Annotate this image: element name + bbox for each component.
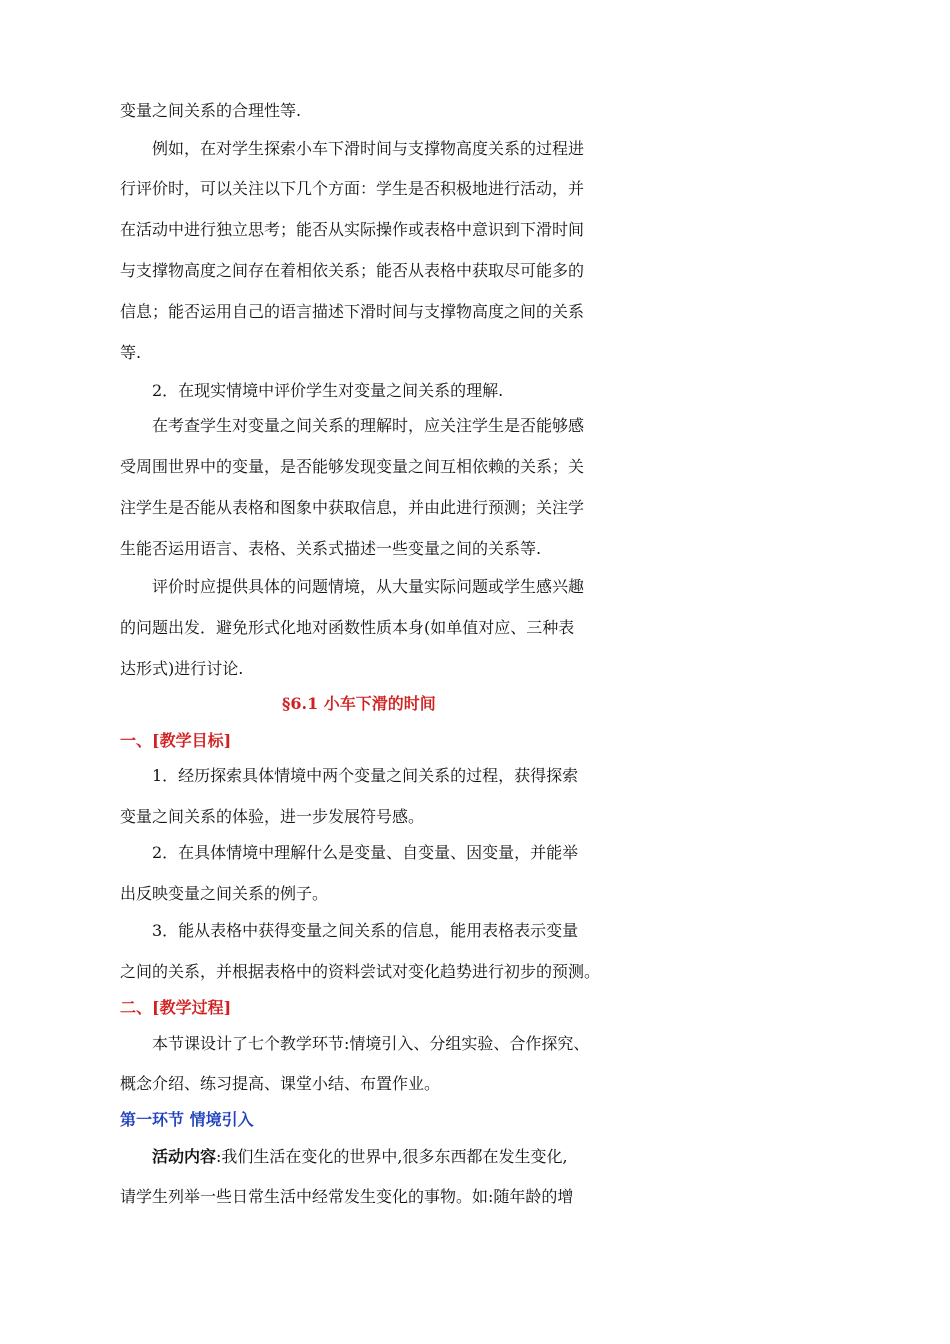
goal-line: 之间的关系，并根据表格中的资料尝试对变化趋势进行初步的预测。 [120,962,601,981]
paragraph-line: 达形式)进行讨论. [120,659,244,678]
goal-line: 出反映变量之间关系的例子。 [120,884,329,903]
goal-line: 3．能从表格中获得变量之间关系的信息，能用表格表示变量 [152,921,579,940]
process-line: 本节课设计了七个教学环节:情境引入、分组实验、合作探究、 [152,1034,590,1053]
heading-teaching-process: 二、[教学过程] [120,998,232,1017]
heading-teaching-goals: 一、[教学目标] [120,731,232,750]
paragraph-line: 生能否运用语言、表格、关系式描述一些变量之间的关系等. [120,539,542,558]
activity-line: 请学生列举一些日常生活中经常发生变化的事物。如:随年龄的增 [120,1187,574,1206]
stage-heading: 第一环节 情境引入 [120,1110,254,1129]
paragraph-line: 评价时应提供具体的问题情境，从大量实际问题或学生感兴趣 [152,577,585,596]
paragraph-line: 的问题出发．避免形式化地对函数性质本身(如单值对应、三种表 [120,618,575,637]
goal-line: 2．在具体情境中理解什么是变量、自变量、因变量，并能举 [152,843,579,862]
paragraph-line: 2．在现实情境中评价学生对变量之间关系的理解. [152,381,504,400]
paragraph-line: 与支撑物高度之间存在着相依关系；能否从表格中获取尽可能多的 [120,261,585,280]
process-line: 概念介绍、练习提高、课堂小结、布置作业。 [120,1074,441,1093]
activity-label: 活动内容 [152,1147,217,1166]
paragraph-line: 在考查学生对变量之间关系的理解时，应关注学生是否能够感 [152,416,585,435]
paragraph-line: 例如，在对学生探索小车下滑时间与支撑物高度关系的过程进 [152,139,585,158]
paragraph-line: 行评价时，可以关注以下几个方面：学生是否积极地进行活动，并 [120,179,585,198]
goal-line: 变量之间关系的体验，进一步发展符号感。 [120,807,425,826]
goal-line: 1．经历探索具体情境中两个变量之间关系的过程，获得探索 [152,766,579,785]
section-title: §6.1 小车下滑的时间 [282,694,436,713]
paragraph-line: 在活动中进行独立思考；能否从实际操作或表格中意识到下滑时间 [120,220,585,239]
paragraph-line: 变量之间关系的合理性等. [120,101,302,120]
paragraph-line: 等. [120,343,142,362]
activity-line [152,1146,568,1168]
paragraph-line: 注学生是否能从表格和图象中获取信息，并由此进行预测；关注学 [120,498,585,517]
paragraph-line: 受周围世界中的变量，是否能够发现变量之间互相依赖的关系；关 [120,457,585,476]
activity-text: :我们生活在变化的世界中,很多东西都在发生变化, [216,1147,568,1166]
paragraph-line: 信息；能否运用自己的语言描述下滑时间与支撑物高度之间的关系 [120,302,585,321]
